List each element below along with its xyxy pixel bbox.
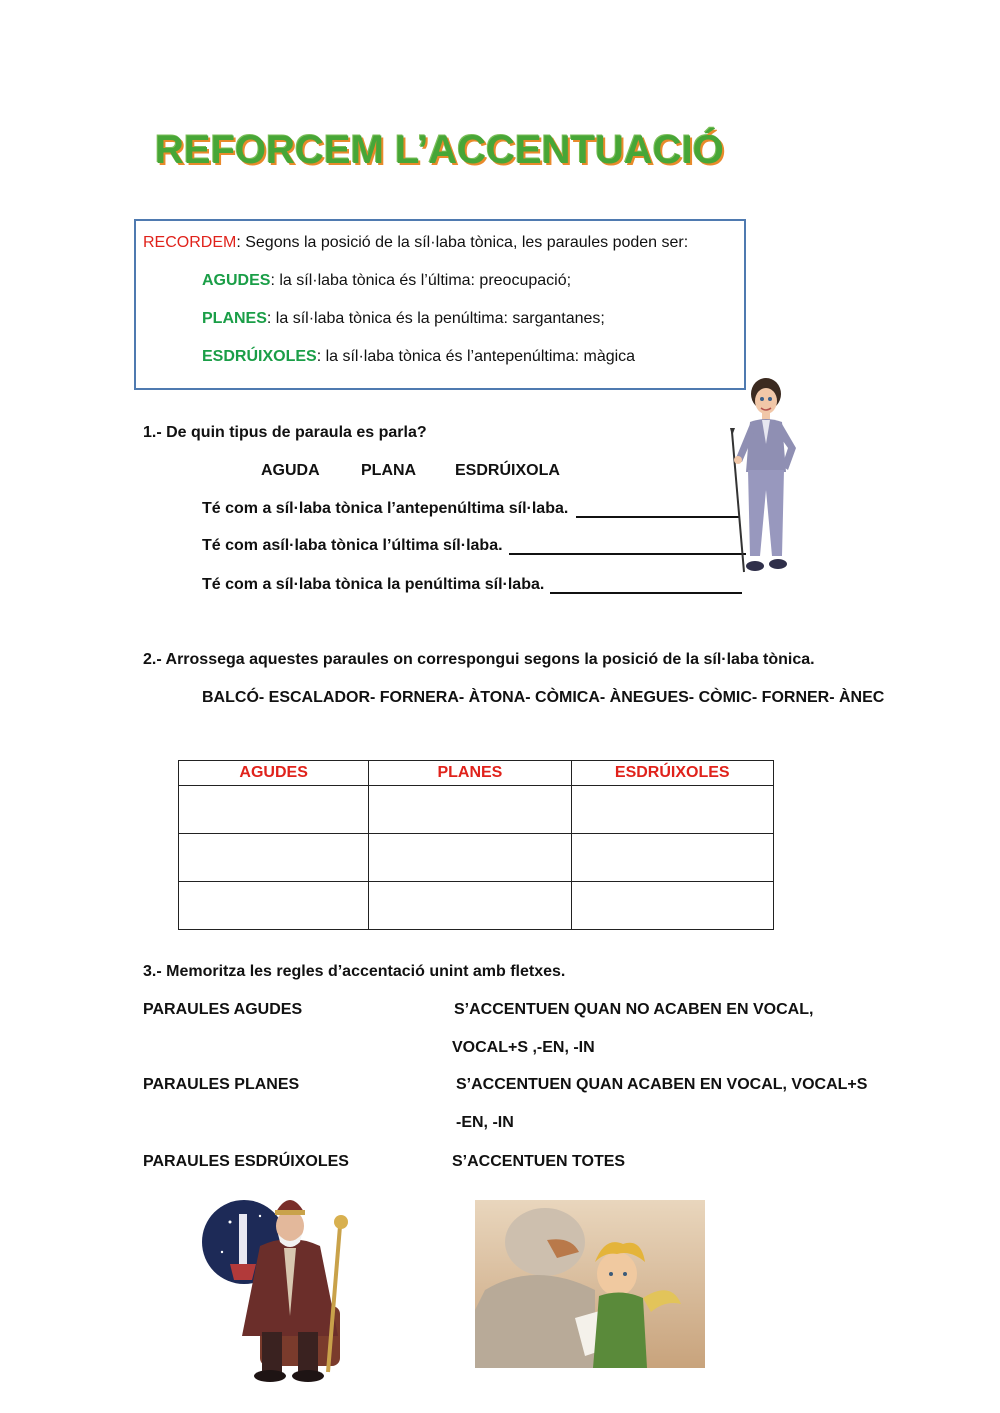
match-left-agudes[interactable]: PARAULES AGUDES xyxy=(143,1001,303,1018)
q1-sentence-1: Té com a síl·laba tònica l’antepenúltima síl·laba. xyxy=(202,500,569,517)
q1-option-esdruixola[interactable]: ESDRÚIXOLA xyxy=(455,462,560,479)
match-right-rule-2[interactable]: S’ACCENTUEN QUAN ACABEN EN VOCAL, VOCAL+S xyxy=(456,1076,868,1093)
q1-sentence-2: Té com asíl·laba tònica l’última síl·laba. xyxy=(202,537,503,554)
match-right-rule-1-cont: VOCAL+S ,-EN, -IN xyxy=(452,1039,595,1056)
rule-text-esdruixoles: : la síl·laba tònica és l’antepenúltima: màgica xyxy=(316,348,636,365)
column-header-agudes: AGUDES xyxy=(179,761,369,786)
q1-answer-1[interactable] xyxy=(576,500,740,518)
rule-term-planes: PLANES xyxy=(202,310,267,327)
q1-option-plana[interactable]: PLANA xyxy=(361,462,417,479)
drop-cell[interactable] xyxy=(571,834,774,882)
movie-still-illustration xyxy=(475,1200,705,1368)
rule-planes xyxy=(202,310,605,328)
rule-text-planes: : la síl·laba tònica és la penúltima: sargantanes; xyxy=(266,310,605,327)
q1-sentence-3: Té com a síl·laba tònica la penúltima síl·laba. xyxy=(202,576,545,593)
recordem-intro xyxy=(143,234,688,252)
drop-cell[interactable] xyxy=(179,834,369,882)
drop-cell[interactable] xyxy=(369,786,571,834)
rule-agudes xyxy=(202,272,571,290)
table-row xyxy=(179,834,774,882)
q2-heading: 2.- Arrossega aquestes paraules on correspongui segons la posició de la síl·laba tònica. xyxy=(143,651,815,668)
column-header-planes: PLANES xyxy=(369,761,571,786)
match-right-rule-1[interactable]: S’ACCENTUEN QUAN NO ACABEN EN VOCAL, xyxy=(454,1001,814,1018)
match-right-rule-2-cont: -EN, -IN xyxy=(456,1114,514,1131)
q2-word-bank[interactable]: BALCÓ- ESCALADOR- FORNERA- ÀTONA- CÒMICA- ÀNEGUES- CÒMIC- FORNER- ÀNEC xyxy=(202,689,885,706)
recordem-label: RECORDEM xyxy=(143,234,237,251)
recordem-intro-text: : Segons la posició de la síl·laba tònica, les paraules poden ser: xyxy=(236,234,689,251)
q1-option-aguda[interactable]: AGUDA xyxy=(261,462,320,479)
sorting-table xyxy=(178,760,774,930)
rule-term-esdruixoles: ESDRÚIXOLES xyxy=(202,348,317,365)
drop-cell[interactable] xyxy=(179,882,369,930)
q1-answer-2[interactable] xyxy=(509,537,746,555)
rule-text-agudes: : la síl·laba tònica és l’última: preocupació; xyxy=(270,272,572,289)
drop-cell[interactable] xyxy=(179,786,369,834)
drop-cell[interactable] xyxy=(571,882,774,930)
king-character-illustration xyxy=(200,1186,370,1386)
drop-cell[interactable] xyxy=(571,786,774,834)
q1-answer-3[interactable] xyxy=(550,576,742,594)
q1-heading: 1.- De quin tipus de paraula es parla? xyxy=(143,424,427,441)
drop-cell[interactable] xyxy=(369,834,571,882)
rule-esdruixoles xyxy=(202,348,635,366)
q3-heading: 3.- Memoritza les regles d’accentació unint amb fletxes. xyxy=(143,963,566,980)
drop-cell[interactable] xyxy=(369,882,571,930)
match-left-planes[interactable]: PARAULES PLANES xyxy=(143,1076,300,1093)
match-left-esdruixoles[interactable]: PARAULES ESDRÚIXOLES xyxy=(143,1153,349,1170)
table-row xyxy=(179,786,774,834)
page-title: REFORCEM L’ACCENTUACIÓ xyxy=(155,128,724,172)
table-header-row xyxy=(179,761,774,786)
teacher-character-illustration xyxy=(722,374,812,580)
rule-term-agudes: AGUDES xyxy=(202,272,271,289)
column-header-esdruixoles: ESDRÚIXOLES xyxy=(571,761,774,786)
match-right-rule-3[interactable]: S’ACCENTUEN TOTES xyxy=(452,1153,626,1170)
table-row xyxy=(179,882,774,930)
